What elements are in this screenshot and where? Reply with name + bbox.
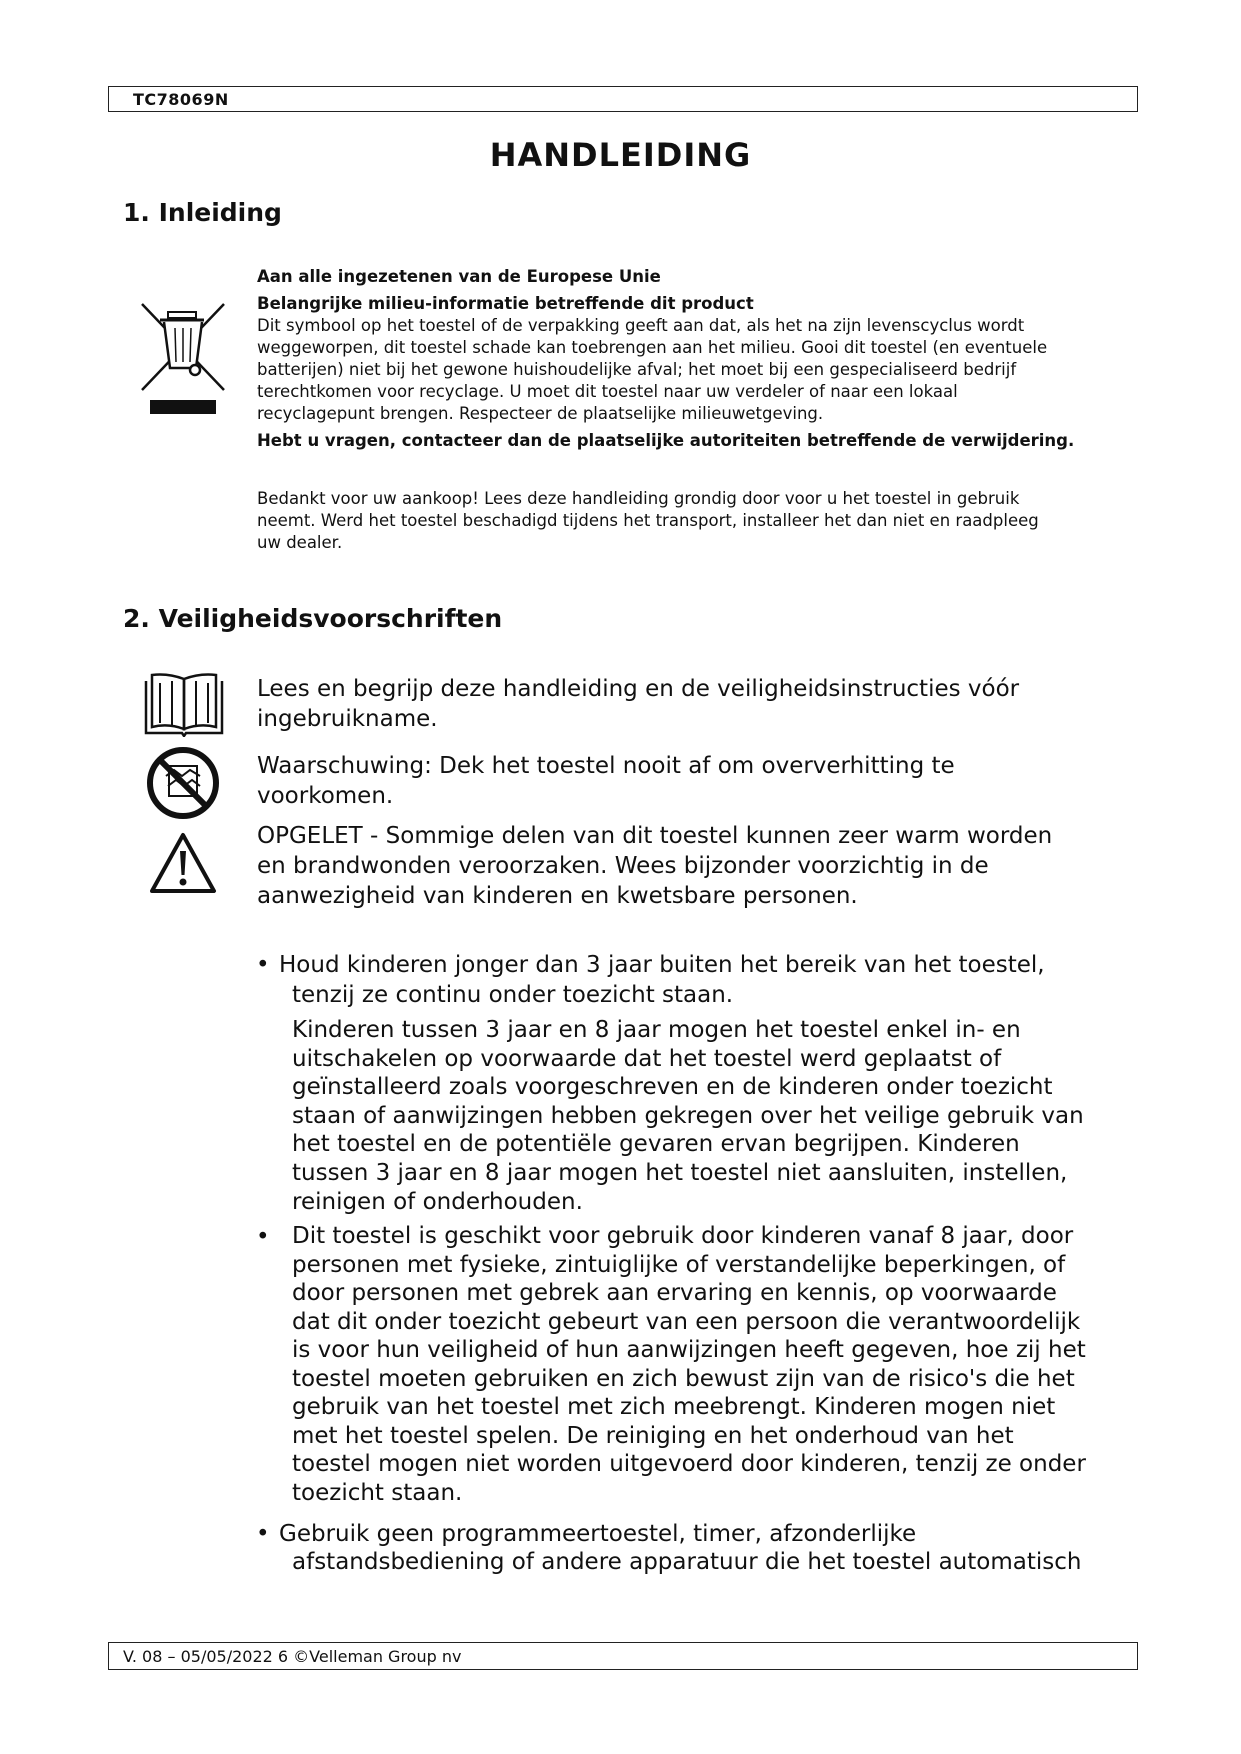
- bullet2-line: toezicht staan.: [292, 1479, 463, 1506]
- bullet1-second-line: tenzij ze continu onder toezicht staan.: [292, 982, 734, 1008]
- warning-line: Waarschuwing: Dek het toestel nooit af om oververhitting te: [257, 753, 955, 779]
- sub-line: geïnstalleerd zoals voorgeschreven en de kinderen onder toezicht: [292, 1074, 1053, 1101]
- do-not-cover-icon: [146, 746, 220, 820]
- model-number: TC78069N: [133, 90, 229, 109]
- caution-text: [257, 821, 1137, 911]
- footer-box: [108, 1642, 1138, 1670]
- bullet1-first-line: Houd kinderen jonger dan 3 jaar buiten het bereik van het toestel,: [279, 952, 1045, 978]
- eu-line: weggeworpen, dit toestel schade kan toebrengen aan het milieu. Gooi dit toestel (en eventuele: [257, 338, 1048, 357]
- section2-heading: 2. Veiligheidsvoorschriften: [123, 604, 503, 633]
- bullet3-second-line: afstandsbediening of andere apparatuur die het toestel automatisch: [292, 1549, 1082, 1575]
- bullet1-subparagraph: [292, 1016, 1152, 1216]
- section1-heading: 1. Inleiding: [123, 198, 282, 227]
- bullet2-line: gebruik van het toestel met zich meebrengt. Kinderen mogen niet: [292, 1394, 1056, 1420]
- thanks-line: uw dealer.: [257, 533, 343, 552]
- bullet-marker: •: [256, 952, 270, 978]
- sub-line: tussen 3 jaar en 8 jaar mogen het toestel niet aansluiten, instellen,: [292, 1159, 1068, 1186]
- bullet2-line: toestel mogen niet worden uitgevoerd door kinderen, tenzij ze onder: [292, 1451, 1086, 1477]
- bullet2-line: is voor hun veiligheid of hun aanwijzingen heeft gegeven, hoe zij het: [292, 1337, 1086, 1363]
- eu-line: recyclagepunt brengen. Respecteer de plaatselijke milieuwetgeving.: [257, 404, 824, 423]
- bullet2-line: dat dit onder toezicht gebeurt van een persoon die verantwoordelijk: [292, 1308, 1081, 1335]
- bullet-marker: •: [256, 1521, 270, 1547]
- bullet2-line: door personen met gebrek aan ervaring en kennis, op voorwaarde: [292, 1280, 1057, 1306]
- eu-notice: [257, 266, 1127, 452]
- page-title: HANDLEIDING: [489, 136, 752, 174]
- read-manual-text: [257, 674, 1137, 734]
- manual-book-icon: [144, 671, 224, 737]
- thanks-line: Bedankt voor uw aankoop! Lees deze handleiding grondig door voor u het toestel in gebruik: [257, 489, 1020, 508]
- header-box: [108, 86, 1138, 112]
- bullet-marker: •: [256, 1224, 270, 1250]
- weee-bin-icon: [140, 300, 226, 418]
- read-line: ingebruikname.: [257, 706, 438, 732]
- bullet3-first-line: Gebruik geen programmeertoestel, timer, afzonderlijke: [279, 1521, 917, 1547]
- eu-line: Dit symbool op het toestel of de verpakking geeft aan dat, als het na zijn levenscyclus wordt: [257, 316, 1025, 335]
- sub-line: uitschakelen op voorwaarde dat het toestel werd geplaatst of: [292, 1045, 1002, 1072]
- eu-title: Aan alle ingezetenen van de Europese Unie: [257, 267, 661, 286]
- warning-line: voorkomen.: [257, 783, 394, 809]
- caution-line: aanwezigheid van kinderen en kwetsbare personen.: [257, 883, 858, 909]
- eu-line: terechtkomen voor recyclage. U moet dit toestel naar uw verdeler of naar een lokaal: [257, 382, 958, 401]
- eu-line: batterijen) niet bij het gewone huishoudelijke afval; het moet bij een gespecialiseerd bedrijf: [257, 360, 1017, 379]
- sub-line: reinigen of onderhouden.: [292, 1188, 583, 1215]
- eu-questions: Hebt u vragen, contacteer dan de plaatselijke autoriteiten betreffende de verwijdering.: [257, 431, 1075, 450]
- warning-text: [257, 751, 1137, 811]
- footer-text: V. 08 – 05/05/2022 6 ©Velleman Group nv: [123, 1647, 462, 1666]
- caution-line: OPGELET - Sommige delen van dit toestel kunnen zeer warm worden: [257, 823, 1053, 849]
- thanks-paragraph: [257, 488, 1127, 554]
- read-line: Lees en begrijp deze handleiding en de veiligheidsinstructies vóór: [257, 676, 1020, 702]
- bullet2-paragraph: [292, 1222, 1152, 1507]
- thanks-line: neemt. Werd het toestel beschadigd tijdens het transport, installeer het dan niet en raadpleeg: [257, 511, 1039, 530]
- sub-line: staan of aanwijzingen hebben gekregen over het veilige gebruik van: [292, 1102, 1084, 1129]
- warning-triangle-icon: [148, 831, 218, 895]
- bullet2-line: met het toestel spelen. De reiniging en het onderhoud van het: [292, 1422, 1014, 1449]
- bullet2-line: Dit toestel is geschikt voor gebruik door kinderen vanaf 8 jaar, door: [292, 1223, 1074, 1249]
- sub-line: het toestel en de potentiële gevaren ervan begrijpen. Kinderen: [292, 1131, 1020, 1158]
- sub-line: Kinderen tussen 3 jaar en 8 jaar mogen het toestel enkel in- en: [292, 1017, 1021, 1043]
- caution-line: en brandwonden veroorzaken. Wees bijzonder voorzichtig in de: [257, 853, 989, 879]
- eu-subtitle: Belangrijke milieu-informatie betreffende dit product: [257, 294, 754, 313]
- bullet2-line: personen met fysieke, zintuiglijke of verstandelijke beperkingen, of: [292, 1251, 1066, 1278]
- bullet2-line: toestel moeten gebruiken en zich bewust zijn van de risico's die het: [292, 1365, 1075, 1392]
